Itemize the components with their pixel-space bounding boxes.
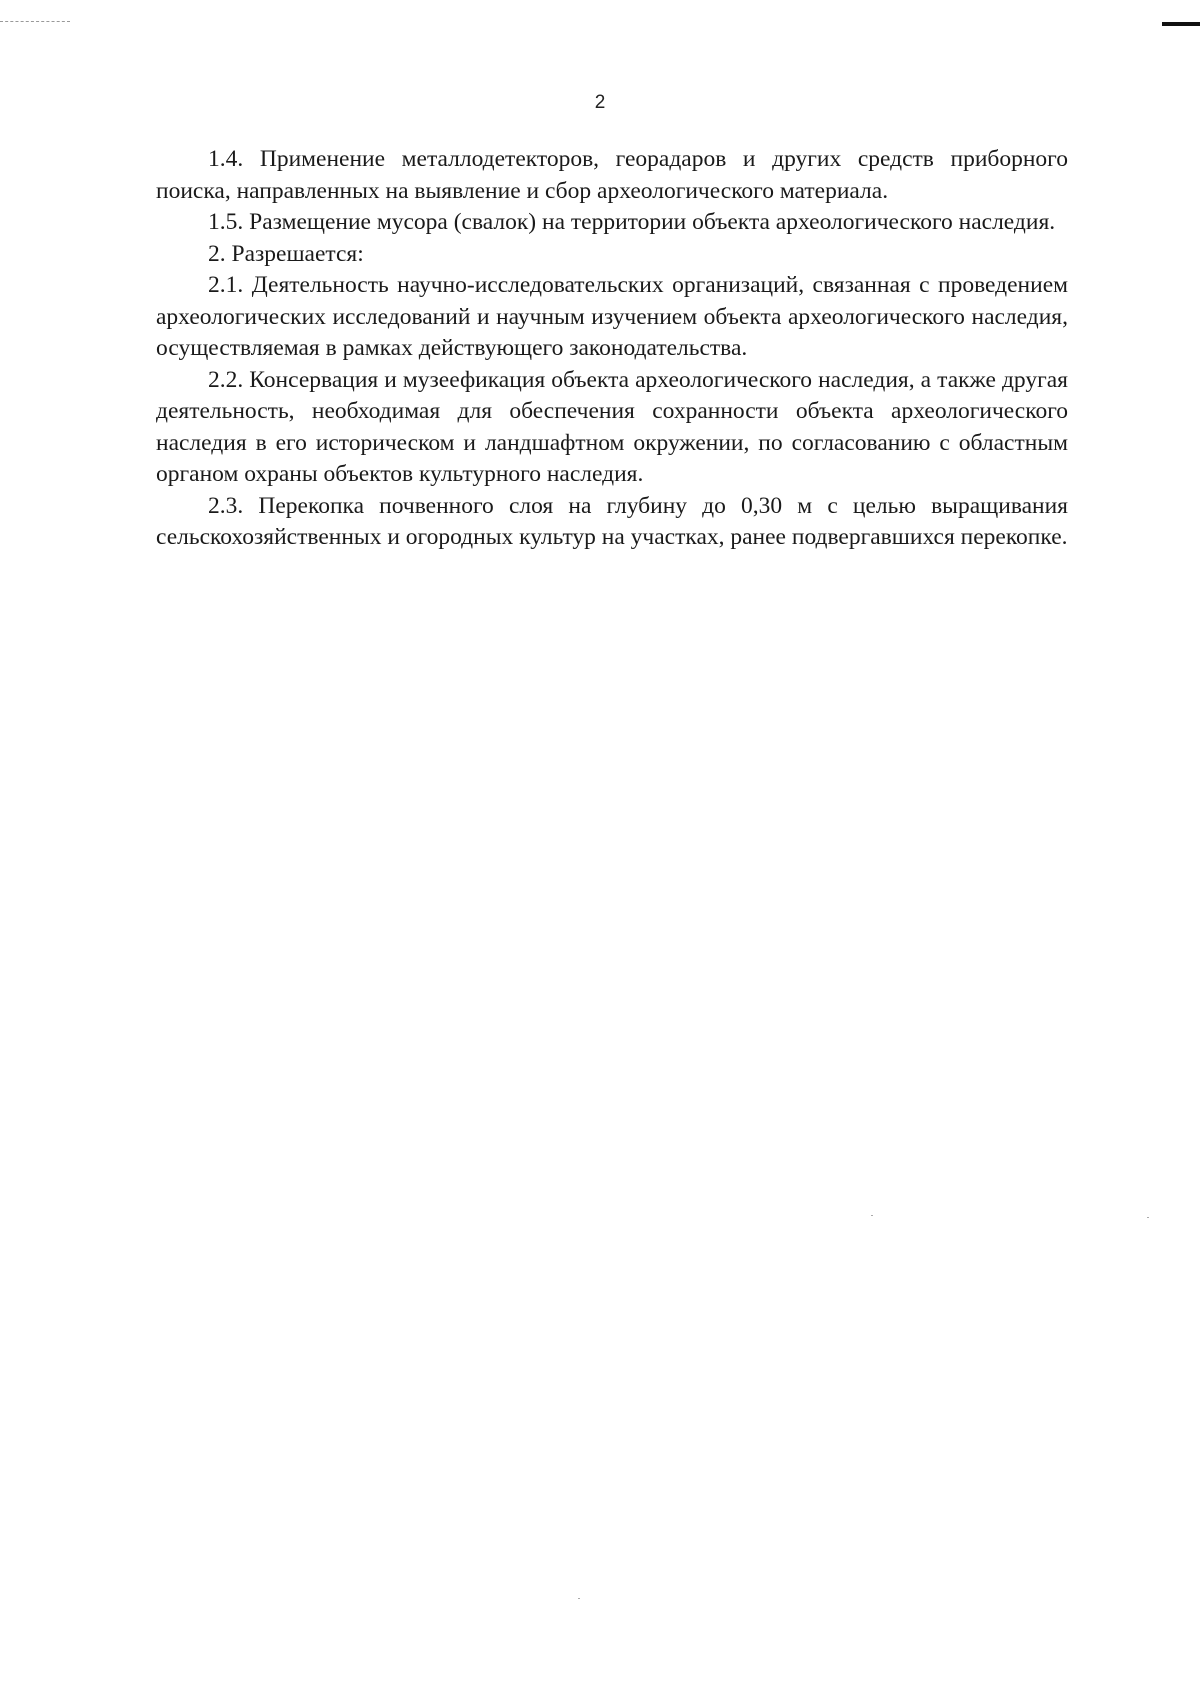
scan-artifact-right <box>1162 22 1200 26</box>
paragraph-1-5: 1.5. Размещение мусора (свалок) на территории объекта археологического наследия. <box>208 209 1056 235</box>
document-body <box>156 144 1068 554</box>
paragraph-2: 2. Разрешается: <box>208 240 364 267</box>
paragraph-2-1: 2.1. Деятельность научно-исследовательских организаций, связанная с проведением археологических исследований и научным изучением объекта археологического наследия, осуществляемая в рамках действующего законодательства. <box>156 272 1068 361</box>
paragraph-1-4: 1.4. Применение металлодетекторов, георадаров и других средств приборного поиска, направленных на выявление и сбор археологического материала. <box>156 146 1068 204</box>
scan-artifact-left <box>0 21 70 22</box>
paragraph-2-3: 2.3. Перекопка почвенного слоя на глубину до 0,30 м с целью выращивания сельскохозяйственных и огородных культур на участках, ранее подвергавшихся перекопке. <box>156 492 1068 550</box>
scan-speck <box>578 1598 580 1599</box>
page-number: 2 <box>594 92 606 113</box>
paragraph-2-2: 2.2. Консервация и музеефикация объекта археологического наследия, а также другая деятельность, необходимая для обеспечения сохранности объекта археологического наследия в его историческом и ландшафтном окружении, по согласованию с областным органом охраны объектов культурного наследия. <box>156 366 1068 487</box>
scan-speck <box>1147 1217 1149 1218</box>
scan-speck <box>871 1215 873 1216</box>
